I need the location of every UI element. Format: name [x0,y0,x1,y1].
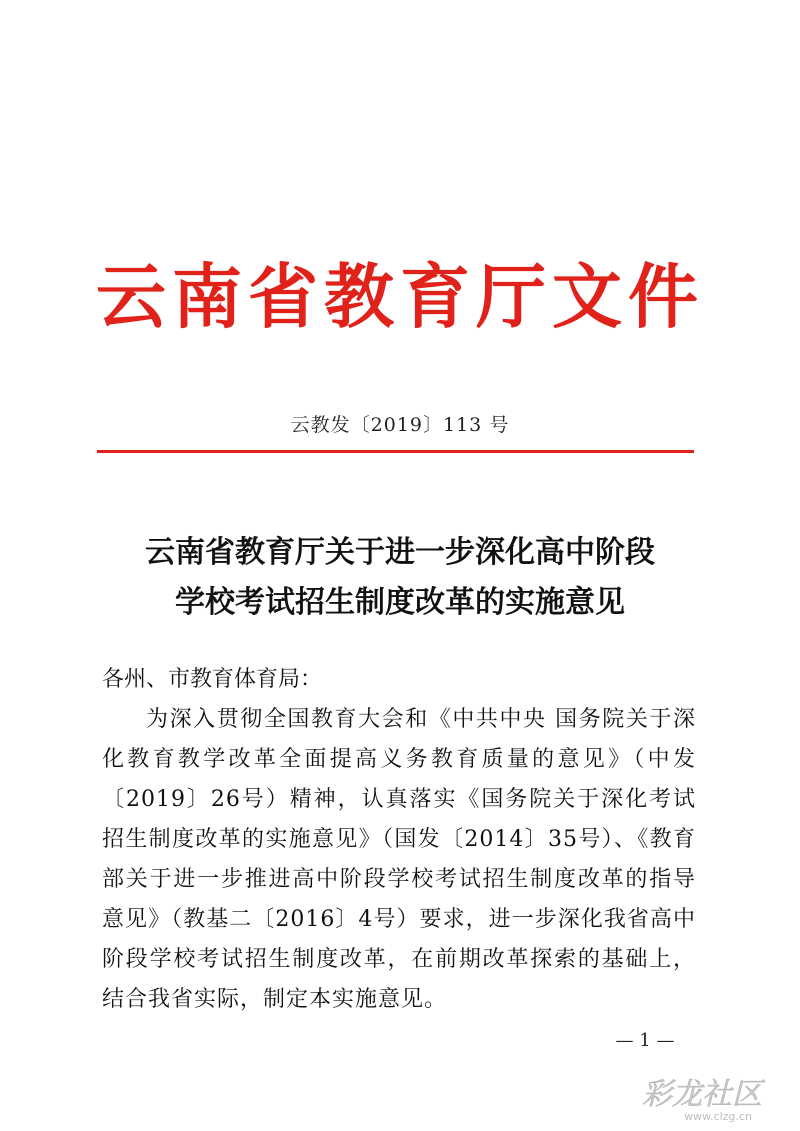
document-title [0,528,800,628]
title-line-1: 云南省教育厅关于进一步深化高中阶段 [145,535,655,570]
svg-text:彩龙社区: 彩龙社区 [642,1077,762,1112]
red-divider-line [97,450,694,453]
site-watermark-logo [622,1074,782,1124]
page-number: — 1 — [615,1030,675,1051]
body-paragraph: 为深入贯彻全国教育大会和《中共中央 国务院关于深化教育教学改革全面提高义务教育质量的意见》（中发〔2019〕26号）精神，认真落实《国务院关于深化考试招生制度改革的实施意见》（国发〔2014〕35号）、《教育部关于进一步推进高中阶段学校考试招生制度改革的指导意见》（教基二〔2016〕4号）要求，进一步深化我省高中阶段学校考试招生制度改革，在前期改革探索的基础上，结合我省实际，制定本实施意见。 [102,707,696,1012]
svg-text:www.clzg.cn: www.clzg.cn [684,1110,752,1123]
salutation: 各州、市教育体育局： [102,667,323,692]
title-line-2: 学校考试招生制度改革的实施意见 [175,585,625,620]
masthead-title: 云南省教育厅文件 [96,255,704,338]
document-body [102,660,696,1020]
document-number: 云教发〔2019〕113 号 [290,414,510,436]
